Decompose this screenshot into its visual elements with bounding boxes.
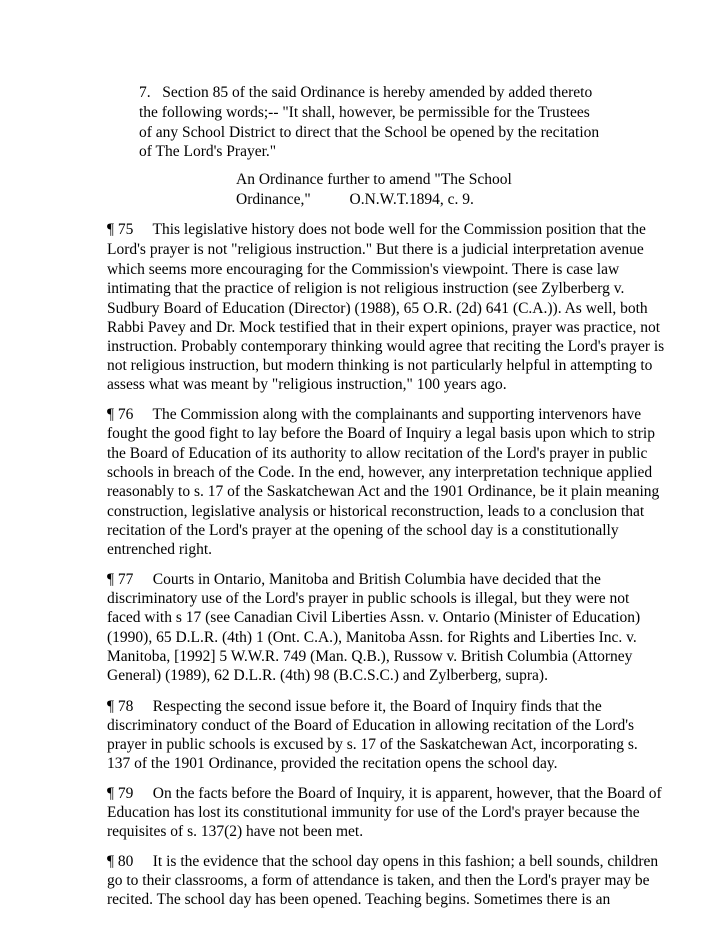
paragraph-line: Manitoba, [1992] 5 W.W.R. 749 (Man. Q.B.), Russow v. British Columbia (Attorney bbox=[107, 648, 633, 665]
paragraph-line: discriminatory use of the Lord's prayer in public schools is illegal, but they were not bbox=[107, 590, 630, 607]
paragraph-line: construction, legislative analysis or historical reconstruction, leads to a conclusion that bbox=[107, 503, 645, 520]
paragraph-line: reasonably to s. 17 of the Saskatchewan Act and the 1901 Ordinance, be it plain meaning bbox=[107, 483, 660, 500]
amendment-line: of any School District to direct that the School be opened by the recitation bbox=[139, 124, 600, 141]
paragraph-line: entrenched right. bbox=[107, 541, 213, 558]
paragraph-line: fought the good fight to lay before the Board of Inquiry a legal basis upon which to strip bbox=[107, 425, 655, 442]
paragraph-line: schools in breach of the Code. In the end, however, any interpretation technique applied bbox=[107, 464, 653, 481]
paragraph-line: Sudbury Board of Education (Director) (1988), 65 O.R. (2d) 641 (C.A.)). As well, both bbox=[107, 300, 648, 317]
paragraph-line: recitation of the Lord's prayer at the opening of the school day is a constitutionally bbox=[107, 522, 619, 539]
paragraph-line: recited. The school day has been opened. Teaching begins. Sometimes there is an bbox=[107, 891, 611, 908]
amendment-line: the following words;-- "It shall, however, be permissible for the Trustees bbox=[139, 104, 590, 121]
paragraph-line: ¶ 76 The Commission along with the complainants and supporting intervenors have bbox=[107, 406, 642, 423]
paragraph-line: Lord's prayer is not "religious instruction." But there is a judicial interpretation avenue bbox=[107, 241, 644, 258]
paragraph-line: Rabbi Pavey and Dr. Mock testified that in their expert opinions, prayer was practice, not bbox=[107, 319, 661, 336]
paragraph-line: instruction. Probably contemporary thinking would agree that reciting the Lord's prayer is bbox=[107, 338, 665, 355]
paragraph-line: not religious instruction, but modern thinking is not particularly helpful in attempting to bbox=[107, 357, 653, 374]
paragraph-line: General) (1989), 62 D.L.R. (4th) 98 (B.C.S.C.) and Zylberberg, supra). bbox=[107, 667, 548, 684]
paragraph-line: 137 of the 1901 Ordinance, provided the recitation opens the school day. bbox=[107, 755, 558, 772]
paragraph-line: which seems more encouraging for the Commission's viewpoint. There is case law bbox=[107, 261, 620, 278]
paragraph-line: the Board of Education of its authority to allow recitation of the Lord's prayer in public bbox=[107, 445, 648, 462]
citation-line: An Ordinance further to amend "The School bbox=[236, 171, 512, 188]
paragraph-line: faced with s 17 (see Canadian Civil Liberties Assn. v. Ontario (Minister of Education) bbox=[107, 609, 641, 626]
amendment-line: of The Lord's Prayer." bbox=[139, 143, 277, 160]
paragraph-line: ¶ 80 It is the evidence that the school day opens in this fashion; a bell sounds, children bbox=[107, 853, 659, 870]
paragraph-line: (1990), 65 D.L.R. (4th) 1 (Ont. C.A.), Manitoba Assn. for Rights and Liberties Inc. v. bbox=[107, 629, 637, 646]
paragraph-line: ¶ 75 This legislative history does not bode well for the Commission position that the bbox=[107, 221, 646, 238]
paragraph-line: prayer in public schools is excused by s. 17 of the Saskatchewan Act, incorporating s. bbox=[107, 736, 638, 753]
paragraph-line: ¶ 79 On the facts before the Board of Inquiry, it is apparent, however, that the Board of bbox=[107, 785, 662, 802]
citation-line: Ordinance," O.N.W.T.1894, c. 9. bbox=[236, 191, 474, 208]
paragraph-line: requisites of s. 137(2) have not been met. bbox=[107, 823, 364, 840]
paragraph-line: go to their classrooms, a form of attendance is taken, and then the Lord's prayer may be bbox=[107, 872, 650, 889]
paragraph-line: Education has lost its constitutional immunity for use of the Lord's prayer because the bbox=[107, 804, 640, 821]
paragraph-line: ¶ 78 Respecting the second issue before it, the Board of Inquiry finds that the bbox=[107, 698, 602, 715]
paragraph-line: ¶ 77 Courts in Ontario, Manitoba and British Columbia have decided that the bbox=[107, 571, 601, 588]
paragraph-line: discriminatory conduct of the Board of Education in allowing recitation of the Lord's bbox=[107, 717, 635, 734]
paragraph-line: intimating that the practice of religion is not religious instruction (see Zylberberg v. bbox=[107, 280, 625, 297]
amendment-line: 7. Section 85 of the said Ordinance is hereby amended by added thereto bbox=[139, 84, 593, 101]
paragraph-line: assess what was meant by "religious instruction," 100 years ago. bbox=[107, 376, 507, 393]
